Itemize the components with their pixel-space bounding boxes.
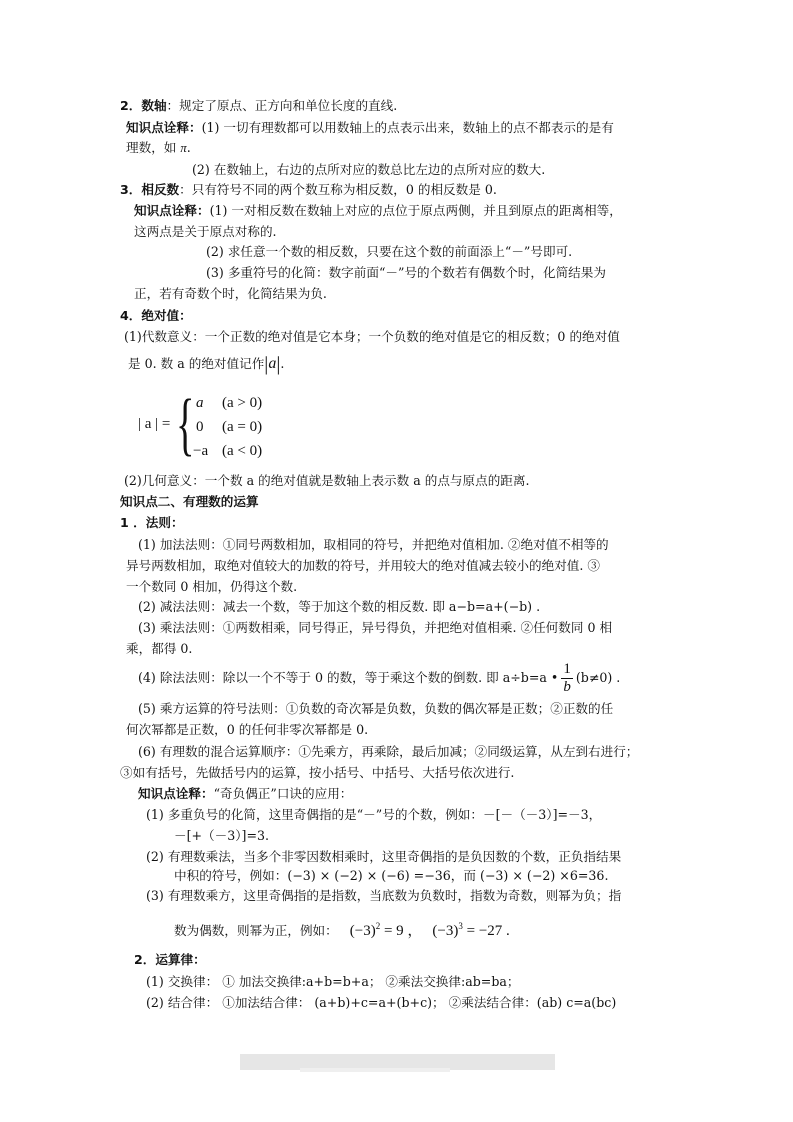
note-line xyxy=(126,140,191,156)
section-title: 数轴 xyxy=(141,98,167,113)
note-line xyxy=(138,786,352,802)
note-line: (2) 在数轴上，右边的点所对应的数总比左边的点所对应的数大. xyxy=(192,162,546,177)
power-example xyxy=(350,923,423,939)
power-result: = 9 ， xyxy=(380,923,423,939)
rule-line: (6) 有理数的混合运算顺序：①先乘方，再乘除，最后加减；②同级运算，从左到右进行； xyxy=(138,744,639,759)
note-line: 中积的符号，例如：(−3) × (−2) × (−6) =−36，而 (−3) × (−2) ×6=36. xyxy=(174,868,609,883)
rule-line: (3) 乘法法则：①两数相乘，同号得正，异号得负，并把绝对值相乘. ②任何数同 0 相 xyxy=(138,620,613,635)
note-text: “奇负偶正”口诀的应用： xyxy=(213,786,353,801)
paragraph-line xyxy=(128,353,285,375)
note-text: (1) 一对相反数在数轴上对应的点位于原点两侧，并且到原点的距离相等， xyxy=(209,203,622,218)
rule-text: (b≠0) . xyxy=(575,670,621,685)
definition-text: ：只有符号不同的两个数互称为相反数，0 的相反数是 0. xyxy=(179,182,497,197)
note-label: 知识点诠释： xyxy=(134,203,210,218)
piecewise-case-condition: (a > 0) xyxy=(222,395,263,411)
power-base: (−3) xyxy=(349,923,376,939)
piecewise-case-value: a xyxy=(196,395,204,411)
blurred-footer-shadow xyxy=(300,1068,450,1072)
paragraph-line: (1)代数意义：一个正数的绝对值是它本身；一个负数的绝对值是它的相反数；0 的绝对值 xyxy=(124,329,620,344)
note-line: (2) 有理数乘法，当多个非零因数相乘时，这里奇偶指的是负因数的个数，正负指结果 xyxy=(146,849,622,864)
abs-bar-right: | xyxy=(276,353,281,375)
rules-number: 1 ． xyxy=(120,515,146,530)
rule-line: ③如有括号，先做括号内的运算，按小括号、中括号、大括号依次进行. xyxy=(120,765,515,780)
section-3-heading xyxy=(120,182,497,198)
rules-heading xyxy=(120,515,184,531)
fraction-numerator: 1 xyxy=(563,661,571,677)
piecewise-lhs: | a | = xyxy=(138,416,171,432)
rule-line: 异号两数相加，取绝对值较大的加数的符号，并用较大的绝对值减去较小的绝对值. ③ xyxy=(126,558,600,573)
rule-line: 何次幂都是正数，0 的任何非零次幂都是 0. xyxy=(126,722,369,737)
rule-line: 一个数同 0 相加，仍得这个数. xyxy=(126,579,298,594)
note-line: (2) 求任意一个数的相反数，只要在这个数的前面添上“－”号即可. xyxy=(206,244,573,259)
section-number: 4． xyxy=(120,308,142,323)
rule-line: (2) 减法法则：减去一个数，等于加这个数的相反数. 即 a−b=a+(−b) . xyxy=(138,599,541,614)
note-text: 理数，如 xyxy=(126,140,177,155)
pi-symbol: π xyxy=(180,141,187,155)
paragraph-text: . xyxy=(280,356,285,371)
law-line: (1) 交换律： ① 加法交换律:a+b=b+a； ②乘法交换律:ab=ba； xyxy=(146,974,520,989)
abs-bar-left: | xyxy=(264,353,269,375)
left-brace-icon: { xyxy=(176,386,195,463)
laws-number: 2． xyxy=(134,952,156,967)
note-line: (3) 有理数乘方，这里奇偶指的是指数，当底数为负数时，指数为奇数，则幂为负；指 xyxy=(146,888,622,903)
note-line: (3) 多重符号的化简：数字前面“－”号的个数若有偶数个时，化简结果为 xyxy=(206,265,606,280)
power-result: = −27 . xyxy=(462,923,510,939)
rule-line: (1) 加法法则：①同号两数相加，取相同的符号，并把绝对值相加. ②绝对值不相等的 xyxy=(138,537,609,552)
power-exponent: 2 xyxy=(375,921,381,931)
section-number: 3． xyxy=(120,182,142,197)
law-line: (2) 结合律： ①加法结合律： (a+b)+c=a+(b+c)； ②乘法结合律：(ab) c=a(bc) xyxy=(146,995,617,1010)
note-label: 知识点诠释： xyxy=(126,120,202,135)
paragraph-text: 是 0. 数 a 的绝对值记作 xyxy=(128,356,265,371)
note-text: 数为偶数，则幂为正，例如： xyxy=(174,923,338,938)
fraction-denominator: b xyxy=(563,679,571,695)
piecewise-case-value: −a xyxy=(193,443,209,459)
rule-text: (4) 除法法则：除以一个不等于 0 的数，等于乘这个数的倒数. 即 a÷b=a • xyxy=(138,670,559,685)
rule-line-division xyxy=(138,660,620,696)
paragraph-line: (2)几何意义：一个数 a 的绝对值就是数轴上表示数 a 的点与原点的距离. xyxy=(124,473,530,488)
definition-text: ：规定了原点、正方向和单位长度的直线. xyxy=(166,98,398,113)
note-text: (1) 一切有理数都可以用数轴上的点表示出来，数轴上的点不都表示的是有 xyxy=(201,120,614,135)
note-line: 正，若有奇数个时，化简结果为负. xyxy=(134,286,327,301)
section-title: 相反数 xyxy=(141,182,180,197)
abs-variable: a xyxy=(268,355,277,372)
power-exponent: 3 xyxy=(458,921,463,931)
piecewise-case-condition: (a < 0) xyxy=(222,443,263,459)
power-example xyxy=(432,923,509,939)
piecewise-case-condition: (a = 0) xyxy=(222,419,263,435)
laws-heading xyxy=(134,952,206,968)
fraction-one-over-b xyxy=(561,661,573,696)
rules-title: 法则： xyxy=(145,515,184,530)
section-number: 2． xyxy=(120,98,142,113)
rule-line: (5) 乘方运算的符号法则：①负数的奇次幂是负数，负数的偶次幂是正数；②正数的任 xyxy=(138,701,614,716)
note-line xyxy=(134,203,622,219)
section-colon: ： xyxy=(179,308,192,323)
section-4-heading xyxy=(120,308,192,324)
note-text: . xyxy=(186,140,191,155)
section-2-heading xyxy=(120,98,397,114)
note-line-power xyxy=(174,918,510,939)
note-line xyxy=(126,120,614,136)
note-line: －[+（－3）]=3. xyxy=(174,828,270,843)
section-title: 绝对值 xyxy=(141,308,180,323)
note-label: 知识点诠释： xyxy=(138,786,214,801)
rule-line: 乘，都得 0. xyxy=(126,641,193,656)
laws-title: 运算律： xyxy=(155,952,206,967)
piecewise-case-value: 0 xyxy=(196,419,204,435)
power-base: (−3) xyxy=(432,923,459,939)
note-line: (1) 多重负号的化简，这里奇偶指的是“－”号的个数，例如：－[－（－3）]=－3， xyxy=(146,807,602,822)
note-line: 这两点是关于原点对称的. xyxy=(134,224,277,239)
knowledge-point-2-title: 知识点二、有理数的运算 xyxy=(120,494,259,509)
